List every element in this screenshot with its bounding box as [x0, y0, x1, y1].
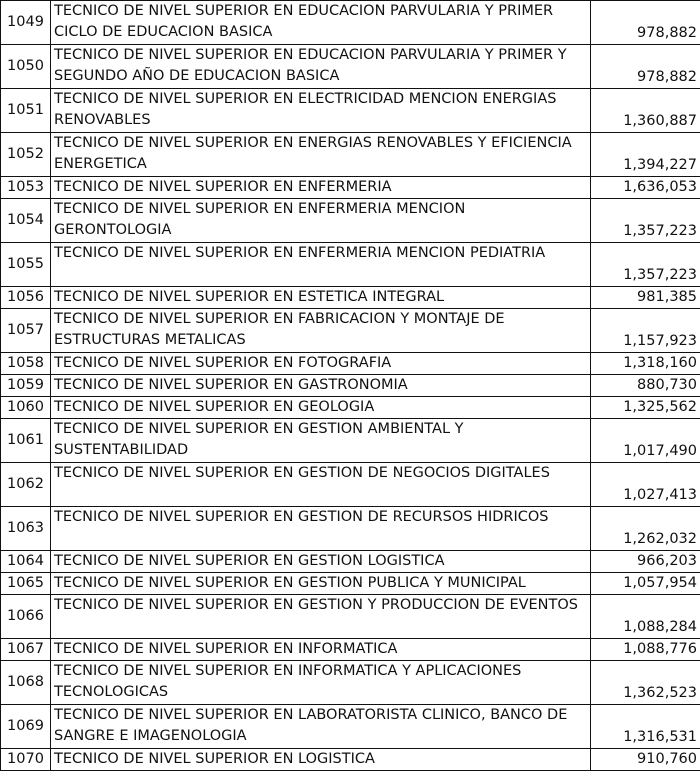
- career-name: TECNICO DE NIVEL SUPERIOR EN GEOLOGIA: [51, 397, 591, 419]
- career-name: TECNICO DE NIVEL SUPERIOR EN GESTION Y PRODUCCION DE EVENTOS: [51, 595, 591, 639]
- career-name: TECNICO DE NIVEL SUPERIOR EN FABRICACION Y MONTAJE DE ESTRUCTURAS METALICAS: [51, 309, 591, 353]
- row-number: 1063: [1, 507, 51, 551]
- table-row: [1, 463, 700, 507]
- table-row: [1, 551, 700, 573]
- amount-value: 910,760: [591, 749, 700, 771]
- amount-value: 978,882: [591, 1, 700, 45]
- row-number: 1061: [1, 419, 51, 463]
- table-row: [1, 573, 700, 595]
- career-name: TECNICO DE NIVEL SUPERIOR EN EDUCACION PARVULARIA Y PRIMER Y SEGUNDO AÑO DE EDUCACION BASICA: [51, 45, 591, 89]
- career-name: TECNICO DE NIVEL SUPERIOR EN INFORMATICA Y APLICACIONES TECNOLOGICAS: [51, 661, 591, 705]
- amount-value: 1,394,227: [591, 133, 700, 177]
- table-row: [1, 639, 700, 661]
- career-name: TECNICO DE NIVEL SUPERIOR EN INFORMATICA: [51, 639, 591, 661]
- table-row: [1, 595, 700, 639]
- amount-value: 1,636,053: [591, 177, 700, 199]
- amount-value: 966,203: [591, 551, 700, 573]
- table-row: [1, 375, 700, 397]
- table-row: [1, 397, 700, 419]
- amount-value: 1,017,490: [591, 419, 700, 463]
- table-row: [1, 419, 700, 463]
- career-name: TECNICO DE NIVEL SUPERIOR EN GESTION PUBLICA Y MUNICIPAL: [51, 573, 591, 595]
- row-number: 1069: [1, 705, 51, 749]
- row-number: 1049: [1, 1, 51, 45]
- table-row: [1, 199, 700, 243]
- row-number: 1052: [1, 133, 51, 177]
- amount-value: 1,088,284: [591, 595, 700, 639]
- row-number: 1056: [1, 287, 51, 309]
- table-row: [1, 177, 700, 199]
- table-row: [1, 661, 700, 705]
- career-name: TECNICO DE NIVEL SUPERIOR EN EDUCACION PARVULARIA Y PRIMER CICLO DE EDUCACION BASICA: [51, 1, 591, 45]
- career-name: TECNICO DE NIVEL SUPERIOR EN FOTOGRAFIA: [51, 353, 591, 375]
- table-row: [1, 243, 700, 287]
- career-name: TECNICO DE NIVEL SUPERIOR EN GASTRONOMIA: [51, 375, 591, 397]
- amount-value: 1,262,032: [591, 507, 700, 551]
- amount-value: 1,027,413: [591, 463, 700, 507]
- table-row: [1, 507, 700, 551]
- row-number: 1062: [1, 463, 51, 507]
- row-number: 1068: [1, 661, 51, 705]
- row-number: 1070: [1, 749, 51, 771]
- career-name: TECNICO DE NIVEL SUPERIOR EN GESTION LOGISTICA: [51, 551, 591, 573]
- row-number: 1065: [1, 573, 51, 595]
- row-number: 1057: [1, 309, 51, 353]
- amount-value: 1,157,923: [591, 309, 700, 353]
- row-number: 1053: [1, 177, 51, 199]
- row-number: 1064: [1, 551, 51, 573]
- row-number: 1067: [1, 639, 51, 661]
- table-row: [1, 89, 700, 133]
- row-number: 1051: [1, 89, 51, 133]
- amount-value: 1,360,887: [591, 89, 700, 133]
- table-row: [1, 705, 700, 749]
- table-row: [1, 749, 700, 771]
- row-number: 1055: [1, 243, 51, 287]
- career-name: TECNICO DE NIVEL SUPERIOR EN ENFERMERIA: [51, 177, 591, 199]
- table-row: [1, 45, 700, 89]
- amount-value: 1,357,223: [591, 199, 700, 243]
- amount-value: 981,385: [591, 287, 700, 309]
- amount-value: 1,316,531: [591, 705, 700, 749]
- amount-value: 1,325,562: [591, 397, 700, 419]
- amount-value: 1,088,776: [591, 639, 700, 661]
- table-row: [1, 287, 700, 309]
- career-name: TECNICO DE NIVEL SUPERIOR EN ESTETICA INTEGRAL: [51, 287, 591, 309]
- career-name: TECNICO DE NIVEL SUPERIOR EN ENFERMERIA MENCION GERONTOLOGIA: [51, 199, 591, 243]
- row-number: 1060: [1, 397, 51, 419]
- amount-value: 1,318,160: [591, 353, 700, 375]
- row-number: 1059: [1, 375, 51, 397]
- row-number: 1050: [1, 45, 51, 89]
- career-name: TECNICO DE NIVEL SUPERIOR EN LOGISTICA: [51, 749, 591, 771]
- career-name: TECNICO DE NIVEL SUPERIOR EN ENFERMERIA MENCION PEDIATRIA: [51, 243, 591, 287]
- amount-value: 1,357,223: [591, 243, 700, 287]
- amount-value: 978,882: [591, 45, 700, 89]
- row-number: 1058: [1, 353, 51, 375]
- career-name: TECNICO DE NIVEL SUPERIOR EN GESTION DE RECURSOS HIDRICOS: [51, 507, 591, 551]
- career-name: TECNICO DE NIVEL SUPERIOR EN ENERGIAS RENOVABLES Y EFICIENCIA ENERGETICA: [51, 133, 591, 177]
- table-row: [1, 1, 700, 45]
- table-row: [1, 133, 700, 177]
- row-number: 1054: [1, 199, 51, 243]
- amount-value: 1,362,523: [591, 661, 700, 705]
- career-name: TECNICO DE NIVEL SUPERIOR EN GESTION DE NEGOCIOS DIGITALES: [51, 463, 591, 507]
- table-row: [1, 309, 700, 353]
- amount-value: 1,057,954: [591, 573, 700, 595]
- career-name: TECNICO DE NIVEL SUPERIOR EN LABORATORISTA CLINICO, BANCO DE SANGRE E IMAGENOLOGIA: [51, 705, 591, 749]
- row-number: 1066: [1, 595, 51, 639]
- table-body: [1, 1, 700, 771]
- career-name: TECNICO DE NIVEL SUPERIOR EN GESTION AMBIENTAL Y SUSTENTABILIDAD: [51, 419, 591, 463]
- table-row: [1, 353, 700, 375]
- career-name: TECNICO DE NIVEL SUPERIOR EN ELECTRICIDAD MENCION ENERGIAS RENOVABLES: [51, 89, 591, 133]
- amount-value: 880,730: [591, 375, 700, 397]
